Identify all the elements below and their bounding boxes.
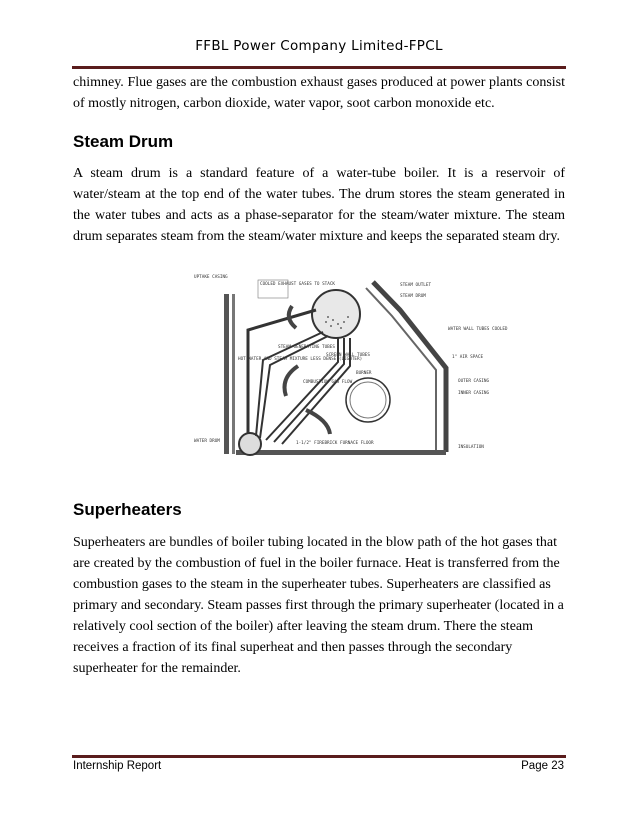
label-combustion-gas-flow: COMBUSTION GAS FLOW bbox=[303, 380, 353, 385]
label-uptake-casing: UPTAKE CASING bbox=[194, 275, 228, 280]
label-firebrick: 1-1/2" FIREBRICK FURNACE FLOOR bbox=[296, 441, 374, 446]
intro-paragraph: chimney. Flue gases are the combustion exhaust gases produced at power plants consist of mostly nitrogen, carbon dioxide, water vapor, soot carbon monoxide etc. bbox=[73, 75, 565, 111]
boiler-diagram-svg bbox=[188, 270, 548, 475]
page-header: FFBL Power Company Limited-FPCL bbox=[195, 38, 443, 54]
label-water-wall-tubes: WATER WALL TUBES COOLED bbox=[448, 327, 508, 332]
label-screen-wall-tubes: SCREEN WALL TUBES bbox=[326, 353, 370, 358]
label-water-drum: WATER DRUM bbox=[194, 439, 220, 444]
header-rule bbox=[72, 66, 566, 69]
boiler-diagram bbox=[188, 270, 548, 475]
left-wall-inner bbox=[232, 294, 235, 454]
label-steam-drum: STEAM DRUM bbox=[400, 294, 426, 299]
water-drum-shape bbox=[239, 433, 261, 455]
steam-drum-heading: Steam Drum bbox=[73, 132, 174, 151]
label-air-space: 1" AIR SPACE bbox=[452, 355, 484, 360]
superheaters-paragraph: Superheaters are bundles of boiler tubing located in the blow path of the hot gases that are created by the combustion of fuel in the boiler furnace. Heat is transferred from the combustion gases to the steam in the superheater tubes. Superheaters are classified as primary and secondary. Steam passes first through the primary superheater (located in a relatively cool section of the boiler) after leaving the steam drum. There the steam receives a fraction of its final superheat and then passes through the secondary superheater for the remainder. bbox=[73, 535, 564, 676]
superheaters-heading: Superheaters bbox=[73, 500, 182, 519]
label-burner: BURNER bbox=[356, 371, 372, 376]
flow-arrow-1 bbox=[285, 366, 299, 396]
footer-report-title: Internship Report bbox=[73, 760, 162, 772]
label-steam-generating-tubes: STEAM GENERATING TUBES bbox=[278, 345, 335, 350]
label-steam-outlet: STEAM OUTLET bbox=[400, 283, 432, 288]
steam-drum-paragraph: A steam drum is a standard feature of a water-tube boiler. It is a reservoir of water/steam at the top end of the water tubes. The drum stores the steam generated in the water tubes and acts as a phase-separator for the steam/water mixture. The steam drum separates steam from the steam/water mixture and keeps the separated steam dry. bbox=[73, 166, 565, 244]
label-inner-casing: INNER CASING bbox=[458, 391, 490, 396]
footer-page-number: Page 23 bbox=[521, 760, 564, 772]
footer-rule bbox=[72, 755, 566, 758]
left-wall-outer bbox=[224, 294, 229, 454]
steam-drum-shape bbox=[312, 290, 360, 338]
label-outer-casing: OUTER CASING bbox=[458, 379, 490, 384]
flow-arrow-2 bbox=[306, 410, 330, 434]
label-hot-water-mixture: HOT WATER AND STEAM MIXTURE LESS DENSE (LIGHTER) bbox=[238, 357, 363, 362]
label-cooled-exhaust: COOLED EXHAUST GASES TO STACK bbox=[260, 282, 336, 287]
furnace-floor bbox=[236, 450, 446, 455]
generating-tube-2 bbox=[260, 336, 328, 438]
burner-shape bbox=[346, 378, 390, 422]
label-insulation: INSULATION bbox=[458, 445, 484, 450]
